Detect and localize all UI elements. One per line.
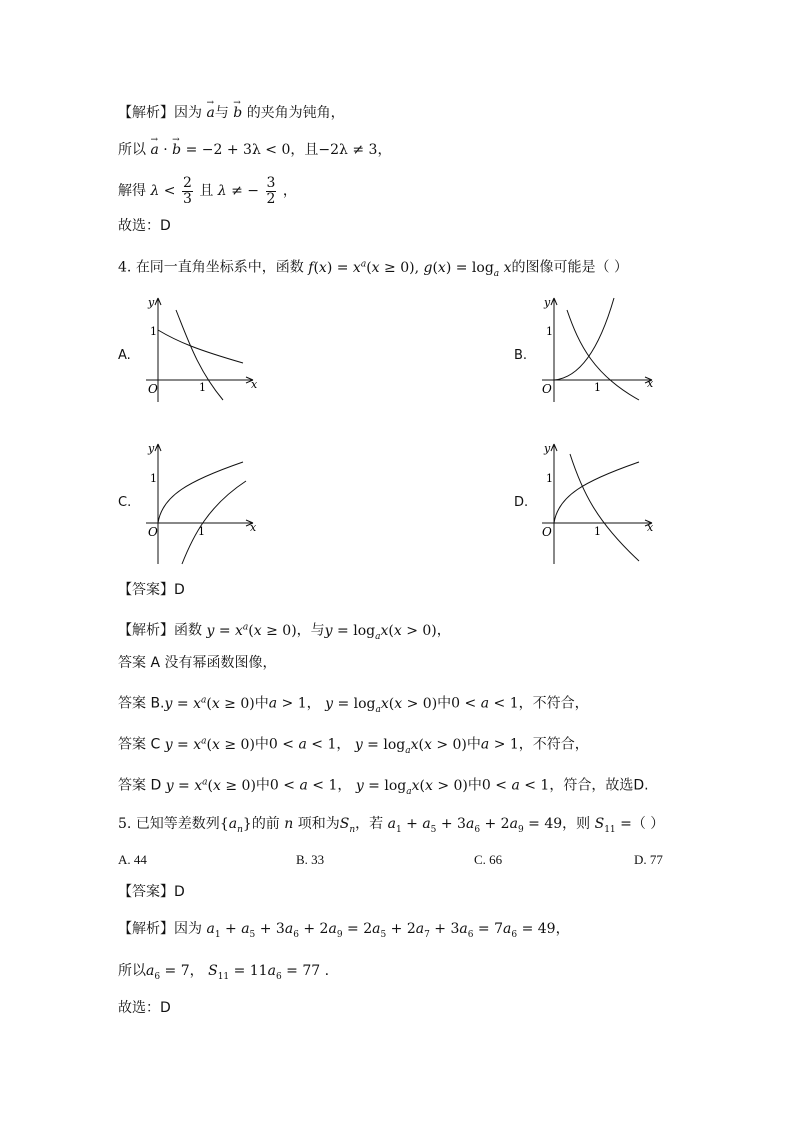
svg-text:1: 1 — [594, 381, 601, 394]
q5-answer: 【答案】D — [118, 884, 185, 900]
svg-text:x: x — [647, 521, 654, 534]
solution-line-1: 【解析】因为 → a与 → b 的夹角为钝角， — [118, 103, 345, 123]
svg-text:1: 1 — [150, 472, 157, 485]
svg-text:1: 1 — [150, 325, 157, 338]
svg-text:1: 1 — [198, 525, 205, 538]
svg-text:1: 1 — [546, 325, 553, 338]
q4-answer: 【答案】D — [118, 582, 185, 598]
svg-text:1: 1 — [199, 381, 206, 394]
svg-text:y: y — [148, 296, 155, 309]
graph-option-c — [138, 436, 270, 568]
svg-text:O: O — [542, 382, 552, 396]
q4-solution-line-d: 答案 D $y = x^a(x \ge 0)$中0 < a < 1， $y = \log_ax(x > 0)$中0 < a < 1，符合，故选D. — [118, 777, 649, 797]
option-d-label[interactable]: D. — [514, 495, 529, 510]
solution-conclusion: 故选：D — [118, 218, 171, 234]
svg-text:y: y — [544, 296, 551, 309]
solution-line-2: 所以 → a · → b = −2 + 3λ < 0，且−2λ ≠ 3， — [118, 140, 391, 160]
q4-solution-line-1: 【解析】函数 $y = x^a(x \ge 0)$，与$y = \log_ax(x > 0)$， — [118, 622, 451, 642]
svg-text:O: O — [148, 525, 158, 539]
option-a-label[interactable]: A. — [118, 348, 131, 363]
q5-choice-a[interactable]: A. 44 — [118, 852, 147, 867]
graph-option-b — [534, 290, 666, 405]
svg-text:1: 1 — [546, 472, 553, 485]
svg-text:x: x — [251, 378, 258, 391]
q4-solution-line-c: 答案 C $y = x^a(x \ge 0)$中0 < a < 1， $y = \log_ax(x > 0)$中a > 1，不符合， — [118, 736, 589, 756]
question-5: 5. 已知等差数列$\{a_n\}$的前 n 项和为$S_n$，若 $a_1 + a_5 + 3a_6 + 2a_9 = 49$，则 $S_{11}$ =（ ） — [118, 816, 665, 835]
q4-solution-line-a: 答案 A 没有幂函数图像， — [118, 655, 277, 671]
svg-text:x: x — [647, 377, 654, 390]
svg-text:O: O — [148, 382, 158, 396]
solution-line-3: 解得 λ < $\frac{2}{3}$ 且 λ ≠ − $\frac{3}{2}$ ， — [118, 174, 297, 207]
vector-a: → a — [206, 103, 214, 123]
q5-choice-d[interactable]: D. 77 — [634, 852, 663, 867]
svg-text:x: x — [250, 521, 257, 534]
fraction-3-2: $\frac{3}{2}$ — [266, 174, 276, 207]
q5-conclusion: 故选：D — [118, 1000, 171, 1016]
option-c-label[interactable]: C. — [118, 495, 132, 510]
svg-text:O: O — [542, 525, 552, 539]
q5-solution-line-1: 【解析】因为 $a_1 + a_5 + 3a_6 + 2a_9 = 2a_5 + 2a_7 + 3a_6 = 7a_6 = 49$， — [118, 921, 570, 940]
q5-solution-line-2: 所以$a_6 = 7$， $S_{11} = 11a_6 = 77$ . — [118, 963, 330, 982]
fraction-2-3: $\frac{2}{3}$ — [182, 174, 192, 207]
question-4: 4. 在同一直角坐标系中，函数 $f(x) = x^a(x \ge 0)$, $g(x) = \log_a x$的图像可能是（ ） — [118, 259, 628, 279]
q4-solution-line-b: 答案 $B.y = x^a(x \ge 0)$中a > 1， $y = \log_ax(x > 0)$中0 < a < 1，不符合， — [118, 695, 589, 715]
svg-text:1: 1 — [594, 525, 601, 538]
graph-option-a — [138, 290, 270, 405]
svg-text:y: y — [544, 442, 551, 455]
q5-choice-c[interactable]: C. 66 — [474, 852, 503, 867]
graph-option-d — [534, 436, 666, 568]
svg-text:y: y — [148, 442, 155, 455]
vector-b: → b — [233, 103, 242, 123]
q5-choice-b[interactable]: B. 33 — [296, 852, 325, 867]
option-b-label[interactable]: B. — [514, 348, 528, 363]
